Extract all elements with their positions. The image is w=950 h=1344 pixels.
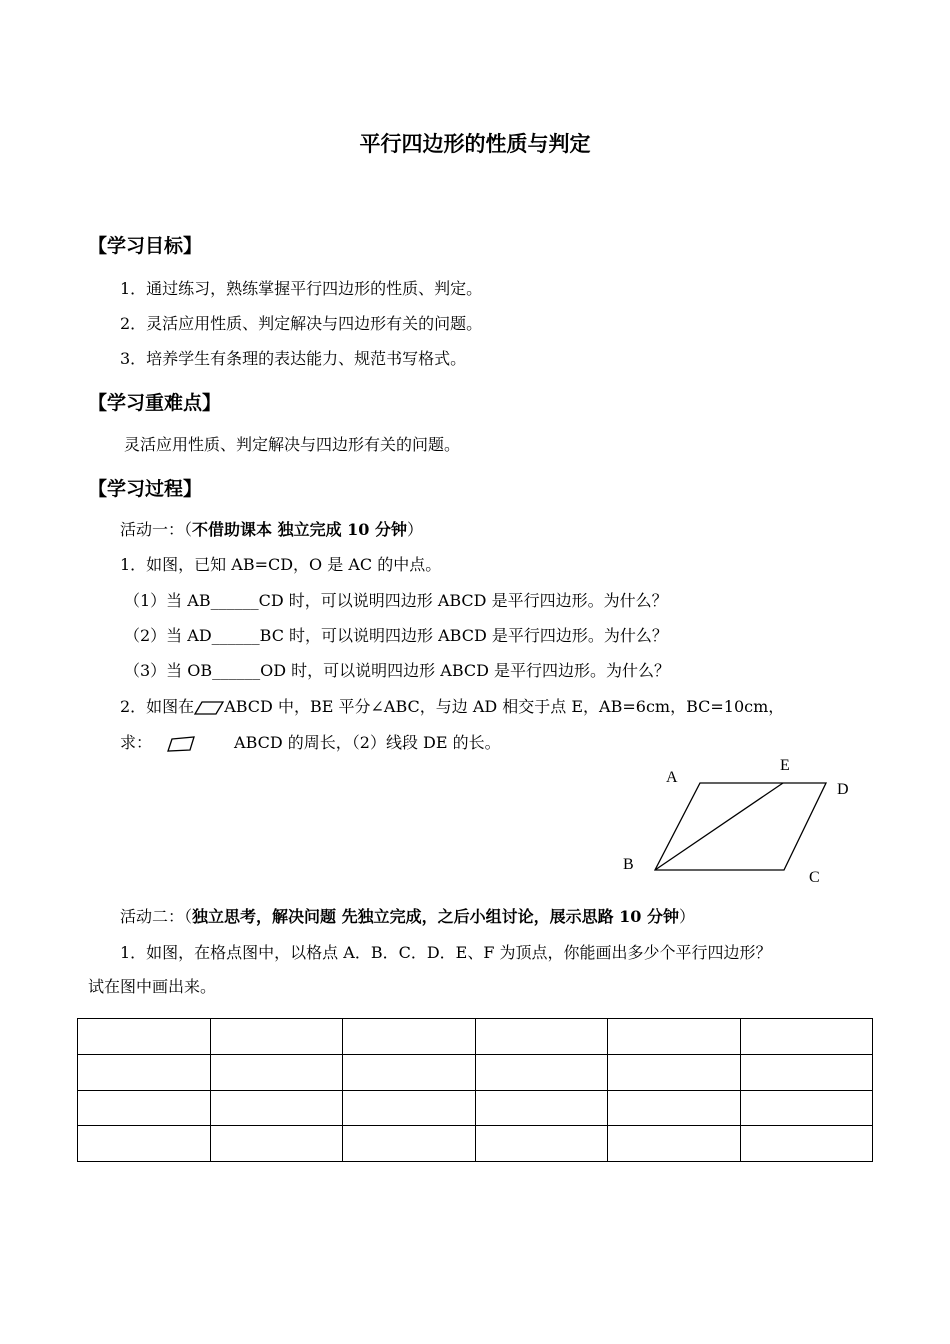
- activity1-q2: [120, 694, 784, 717]
- table-row: [78, 1019, 873, 1055]
- label-e: E: [780, 757, 790, 774]
- label-d: D: [837, 781, 849, 798]
- table-row: [78, 1054, 873, 1090]
- objectives-heading: 【学习目标】: [88, 235, 203, 257]
- table-cell: [740, 1019, 873, 1055]
- table-cell: [210, 1126, 343, 1162]
- activity1-q1-sub: （3）当 OB______OD 时，可以说明四边形 ABCD 是平行四边形。为什么？: [124, 661, 671, 680]
- label-b: B: [623, 856, 634, 873]
- activity2-suffix: ）: [679, 907, 696, 926]
- objective-item: 3．培养学生有条理的表达能力、规范书写格式。: [120, 349, 467, 368]
- table-cell: [210, 1054, 343, 1090]
- activity1-q2-cont: [120, 730, 501, 753]
- table-cell: [78, 1126, 211, 1162]
- table-cell: [475, 1126, 608, 1162]
- table-cell: [210, 1090, 343, 1126]
- table-cell: [608, 1126, 741, 1162]
- page-title: 平行四边形的性质与判定: [359, 131, 591, 156]
- table-cell: [78, 1090, 211, 1126]
- activity1-q2-b: ABCD 中，BE 平分∠ABC，与边 AD 相交于点 E，AB=6cm，BC=10cm，: [224, 697, 785, 716]
- table-row: [78, 1126, 873, 1162]
- activity1-suffix: ）: [407, 520, 424, 539]
- key-points-heading: 【学习重难点】: [88, 392, 222, 414]
- table-cell: [343, 1019, 476, 1055]
- parallelogram-icon: [194, 701, 224, 715]
- table-cell: [740, 1090, 873, 1126]
- table-row: [78, 1090, 873, 1126]
- table-cell: [740, 1054, 873, 1090]
- parallelogram-figure: [615, 752, 855, 892]
- label-c: C: [809, 869, 820, 886]
- table-cell: [343, 1090, 476, 1126]
- table-cell: [475, 1019, 608, 1055]
- activity1-q2-d: ABCD 的周长，（2）线段 DE 的长。: [234, 733, 501, 752]
- objective-item: 2．灵活应用性质、判定解决与四边形有关的问题。: [120, 314, 483, 333]
- activity1-q1-sub: （2）当 AD______BC 时，可以说明四边形 ABCD 是平行四边形。为什么？: [124, 626, 668, 645]
- label-a: A: [666, 769, 678, 786]
- table-cell: [475, 1054, 608, 1090]
- activity2-q1: 1．如图，在格点图中，以格点 A．B．C．D．E、F 为顶点，你能画出多少个平行四边形？: [120, 943, 772, 962]
- table-cell: [475, 1090, 608, 1126]
- table-cell: [740, 1126, 873, 1162]
- parallelogram-icon: [166, 736, 196, 752]
- table-cell: [608, 1090, 741, 1126]
- table-cell: [343, 1054, 476, 1090]
- activity1-prefix: 活动一：（: [120, 520, 193, 539]
- activity1-title: [120, 517, 423, 540]
- activity1-q1: 1．如图，已知 AB=CD，O 是 AC 的中点。: [120, 555, 442, 574]
- activity2-title: [120, 904, 695, 927]
- table-cell: [78, 1054, 211, 1090]
- key-points-text: 灵活应用性质、判定解决与四边形有关的问题。: [124, 435, 461, 454]
- activity2-q1-cont: 试在图中画出来。: [88, 977, 217, 996]
- table-cell: [608, 1054, 741, 1090]
- activity1-bold: 不借助课本 独立完成 10 分钟: [192, 520, 407, 539]
- parallelogram-shape: [655, 783, 826, 870]
- process-heading: 【学习过程】: [88, 478, 203, 500]
- table-cell: [608, 1019, 741, 1055]
- dot-grid-table: [77, 1018, 873, 1162]
- activity1-q1-sub: （1）当 AB______CD 时，可以说明四边形 ABCD 是平行四边形。为什么？: [124, 591, 668, 610]
- activity2-prefix: 活动二：（: [120, 907, 193, 926]
- table-cell: [210, 1019, 343, 1055]
- activity2-bold: 独立思考，解决问题 先独立完成，之后小组讨论，展示思路 10 分钟: [192, 907, 679, 926]
- activity1-q2-a: 2．如图在: [120, 697, 195, 716]
- table-cell: [78, 1019, 211, 1055]
- activity1-q2-c: 求：: [120, 733, 153, 752]
- table-cell: [343, 1126, 476, 1162]
- objective-item: 1．通过练习，熟练掌握平行四边形的性质、判定。: [120, 279, 483, 298]
- segment-be: [655, 783, 783, 870]
